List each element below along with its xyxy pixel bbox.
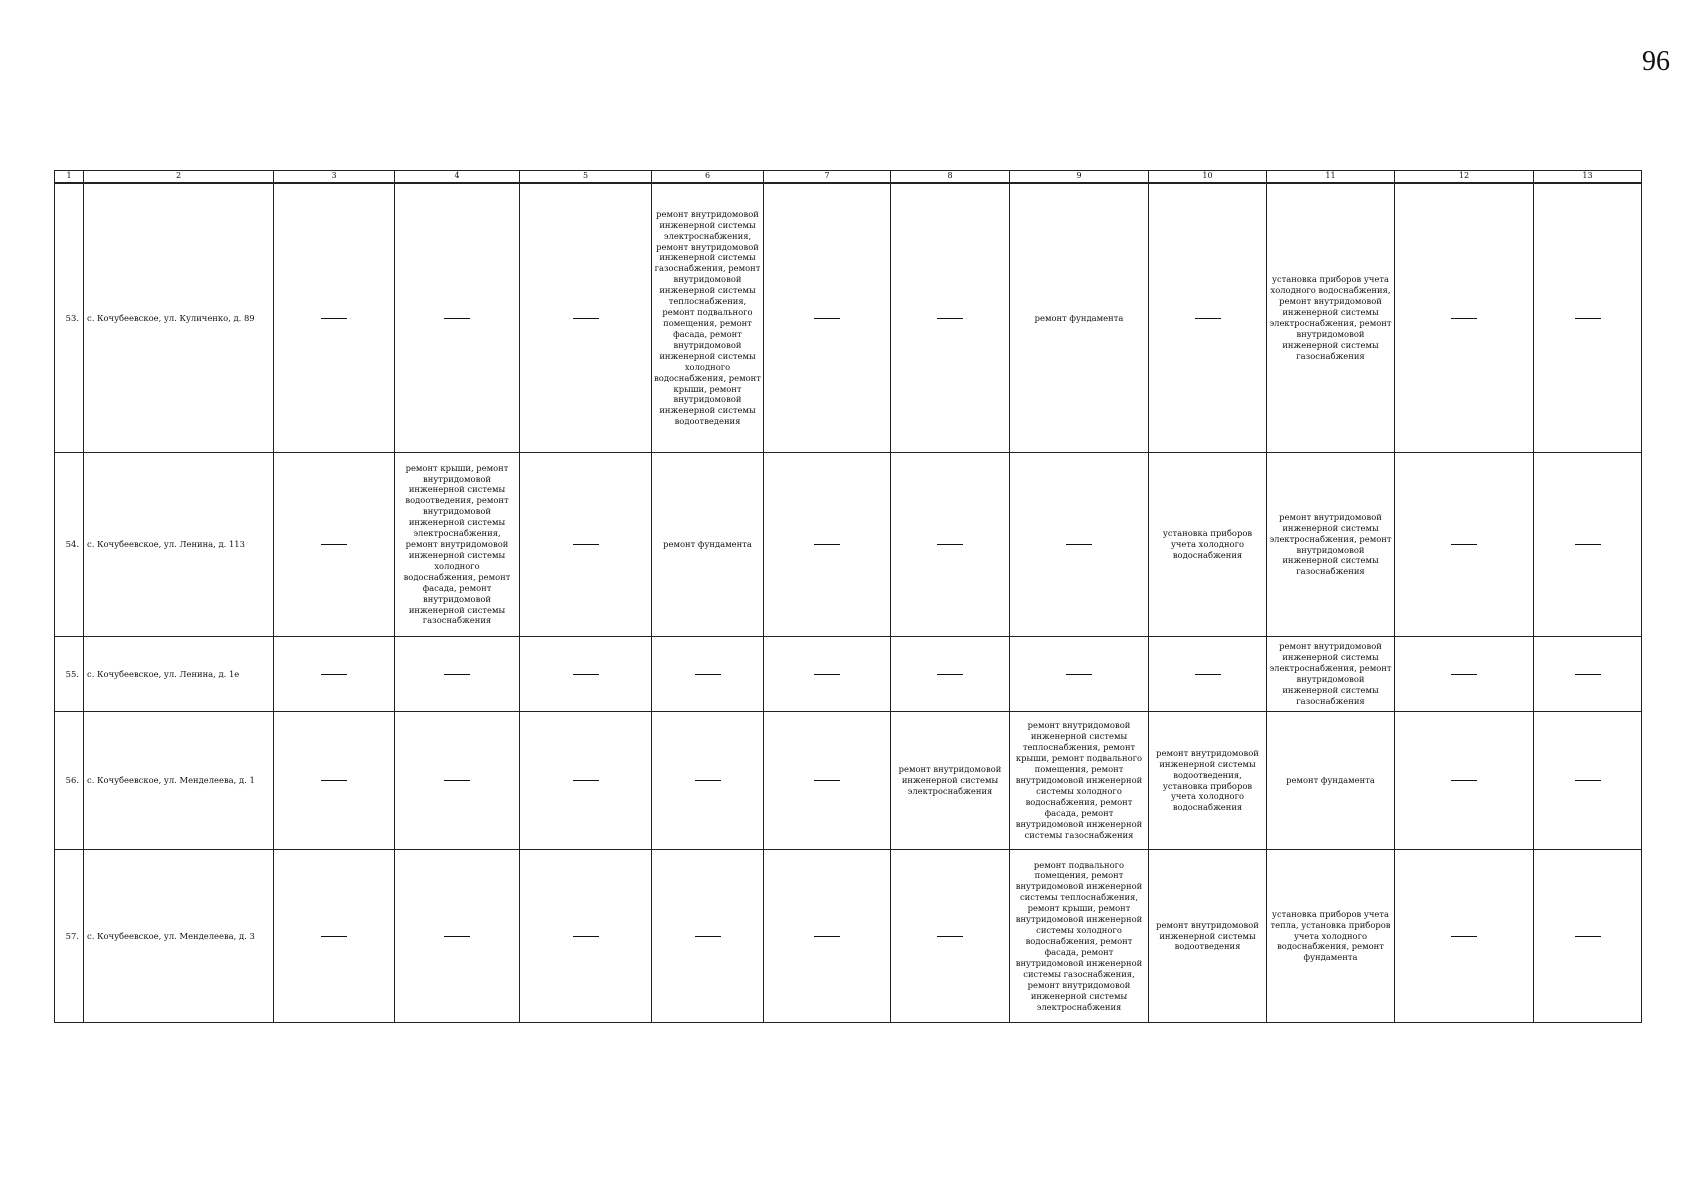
dash-mark (1066, 674, 1092, 675)
address-cell: с. Кочубеевское, ул. Менделеева, д. 1 (84, 712, 274, 850)
column-number: 3 (274, 171, 395, 184)
empty-cell (764, 850, 891, 1023)
empty-cell (1149, 183, 1267, 453)
empty-cell (764, 183, 891, 453)
dash-mark (695, 674, 721, 675)
empty-cell (520, 453, 652, 637)
empty-cell (274, 637, 395, 712)
page-number: 96 (1642, 46, 1670, 77)
dash-mark (321, 544, 347, 545)
dash-mark (573, 780, 599, 781)
dash-mark (1575, 674, 1601, 675)
dash-mark (937, 544, 963, 545)
column-number: 6 (652, 171, 764, 184)
dash-mark (814, 318, 840, 319)
row-number: 53. (55, 183, 84, 453)
empty-cell (764, 453, 891, 637)
empty-cell (395, 712, 520, 850)
empty-cell (395, 637, 520, 712)
dash-mark (444, 780, 470, 781)
dash-mark (1195, 318, 1221, 319)
empty-cell (1010, 637, 1149, 712)
empty-cell (1395, 850, 1534, 1023)
table-row (55, 637, 1642, 712)
work-description-cell: ремонт внутридомовой инженерной системы электроснабжения, ремонт внутридомовой инженерной системы газоснабжения, ремонт внутридомовой инженерной системы теплоснабжения, ремонт подвального помещения, ремонт фасада, ремонт внутридомовой инженерной системы холодного водоснабжения, ремонт крыши, ремонт внутридомовой инженерной системы водоотведения (652, 183, 764, 453)
empty-cell (1534, 850, 1642, 1023)
column-number: 7 (764, 171, 891, 184)
column-number: 10 (1149, 171, 1267, 184)
dash-mark (1451, 544, 1477, 545)
dash-mark (1451, 780, 1477, 781)
dash-mark (1195, 674, 1221, 675)
table-row (55, 453, 1642, 637)
column-number: 4 (395, 171, 520, 184)
empty-cell (1395, 183, 1534, 453)
empty-cell (274, 183, 395, 453)
dash-mark (444, 674, 470, 675)
column-number: 9 (1010, 171, 1149, 184)
empty-cell (395, 183, 520, 453)
work-description-cell: ремонт фундамента (1010, 183, 1149, 453)
dash-mark (1451, 674, 1477, 675)
empty-cell (1395, 637, 1534, 712)
address-cell: с. Кочубеевское, ул. Ленина, д. 1е (84, 637, 274, 712)
work-description-cell: ремонт крыши, ремонт внутридомовой инженерной системы водоотведения, ремонт внутридомовой инженерной системы электроснабжения, ремонт внутридомовой инженерной системы холодного водоснабжения, ремонт фасада, ремонт внутридомовой инженерной системы газоснабжения (395, 453, 520, 637)
dash-mark (444, 318, 470, 319)
empty-cell (1395, 453, 1534, 637)
work-description-cell: ремонт внутридомовой инженерной системы электроснабжения, ремонт внутридомовой инженерной системы газоснабжения (1267, 453, 1395, 637)
empty-cell (764, 637, 891, 712)
dash-mark (1575, 780, 1601, 781)
dash-mark (695, 780, 721, 781)
dash-mark (573, 936, 599, 937)
row-number: 57. (55, 850, 84, 1023)
dash-mark (321, 936, 347, 937)
column-number: 11 (1267, 171, 1395, 184)
dash-mark (573, 318, 599, 319)
dash-mark (814, 674, 840, 675)
work-description-cell: ремонт подвального помещения, ремонт внутридомовой инженерной системы теплоснабжения, ремонт крыши, ремонт внутридомовой инженерной системы холодного водоснабжения, ремонт фасада, ремонт внутридомовой инженерной системы газоснабжения, ремонт внутридомовой инженерной системы электроснабжения (1010, 850, 1149, 1023)
dash-mark (937, 674, 963, 675)
empty-cell (395, 850, 520, 1023)
dash-mark (573, 674, 599, 675)
work-description-cell: ремонт внутридомовой инженерной системы водоотведения (1149, 850, 1267, 1023)
work-description-cell: ремонт внутридомовой инженерной системы теплоснабжения, ремонт крыши, ремонт подвального помещения, ремонт внутридомовой инженерной системы холодного водоснабжения, ремонт фасада, ремонт внутридомовой инженерной системы газоснабжения (1010, 712, 1149, 850)
empty-cell (1010, 453, 1149, 637)
empty-cell (274, 712, 395, 850)
address-cell: с. Кочубеевское, ул. Ленина, д. 113 (84, 453, 274, 637)
dash-mark (1575, 318, 1601, 319)
row-number: 55. (55, 637, 84, 712)
dash-mark (937, 318, 963, 319)
column-number: 8 (891, 171, 1010, 184)
table-body (55, 183, 1642, 1023)
column-number: 12 (1395, 171, 1534, 184)
work-description-cell: ремонт фундамента (652, 453, 764, 637)
empty-cell (891, 183, 1010, 453)
dash-mark (321, 780, 347, 781)
work-description-cell: ремонт фундамента (1267, 712, 1395, 850)
table-row (55, 850, 1642, 1023)
dash-mark (573, 544, 599, 545)
dash-mark (814, 780, 840, 781)
work-description-cell: установка приборов учета холодного водоснабжения (1149, 453, 1267, 637)
empty-cell (1534, 183, 1642, 453)
dash-mark (321, 318, 347, 319)
column-number: 2 (84, 171, 274, 184)
column-number: 13 (1534, 171, 1642, 184)
dash-mark (444, 936, 470, 937)
empty-cell (652, 637, 764, 712)
dash-mark (1066, 544, 1092, 545)
empty-cell (891, 637, 1010, 712)
empty-cell (652, 712, 764, 850)
empty-cell (1534, 637, 1642, 712)
work-description-cell: установка приборов учета тепла, установка приборов учета холодного водоснабжения, ремонт фундамента (1267, 850, 1395, 1023)
row-number: 56. (55, 712, 84, 850)
column-number: 5 (520, 171, 652, 184)
dash-mark (1451, 318, 1477, 319)
row-number: 54. (55, 453, 84, 637)
empty-cell (764, 712, 891, 850)
empty-cell (1395, 712, 1534, 850)
dash-mark (1575, 936, 1601, 937)
dash-mark (695, 936, 721, 937)
table-row (55, 712, 1642, 850)
address-cell: с. Кочубеевское, ул. Куличенко, д. 89 (84, 183, 274, 453)
empty-cell (520, 850, 652, 1023)
work-description-cell: ремонт внутридомовой инженерной системы электроснабжения, ремонт внутридомовой инженерной системы газоснабжения (1267, 637, 1395, 712)
empty-cell (891, 850, 1010, 1023)
table-header (55, 171, 1642, 184)
empty-cell (520, 637, 652, 712)
empty-cell (1534, 712, 1642, 850)
empty-cell (652, 850, 764, 1023)
column-number: 1 (55, 171, 84, 184)
empty-cell (1534, 453, 1642, 637)
empty-cell (520, 183, 652, 453)
empty-cell (520, 712, 652, 850)
column-number-row (55, 171, 1642, 184)
empty-cell (891, 453, 1010, 637)
dash-mark (321, 674, 347, 675)
dash-mark (1575, 544, 1601, 545)
empty-cell (274, 453, 395, 637)
empty-cell (1149, 637, 1267, 712)
empty-cell (274, 850, 395, 1023)
dash-mark (937, 936, 963, 937)
repair-plan-table (54, 170, 1642, 1023)
dash-mark (1451, 936, 1477, 937)
work-description-cell: установка приборов учета холодного водоснабжения, ремонт внутридомовой инженерной системы электроснабжения, ремонт внутридомовой инженерной системы газоснабжения (1267, 183, 1395, 453)
work-description-cell: ремонт внутридомовой инженерной системы водоотведения, установка приборов учета холодного водоснабжения (1149, 712, 1267, 850)
dash-mark (814, 936, 840, 937)
dash-mark (814, 544, 840, 545)
table-row (55, 183, 1642, 453)
work-description-cell: ремонт внутридомовой инженерной системы электроснабжения (891, 712, 1010, 850)
address-cell: с. Кочубеевское, ул. Менделеева, д. 3 (84, 850, 274, 1023)
